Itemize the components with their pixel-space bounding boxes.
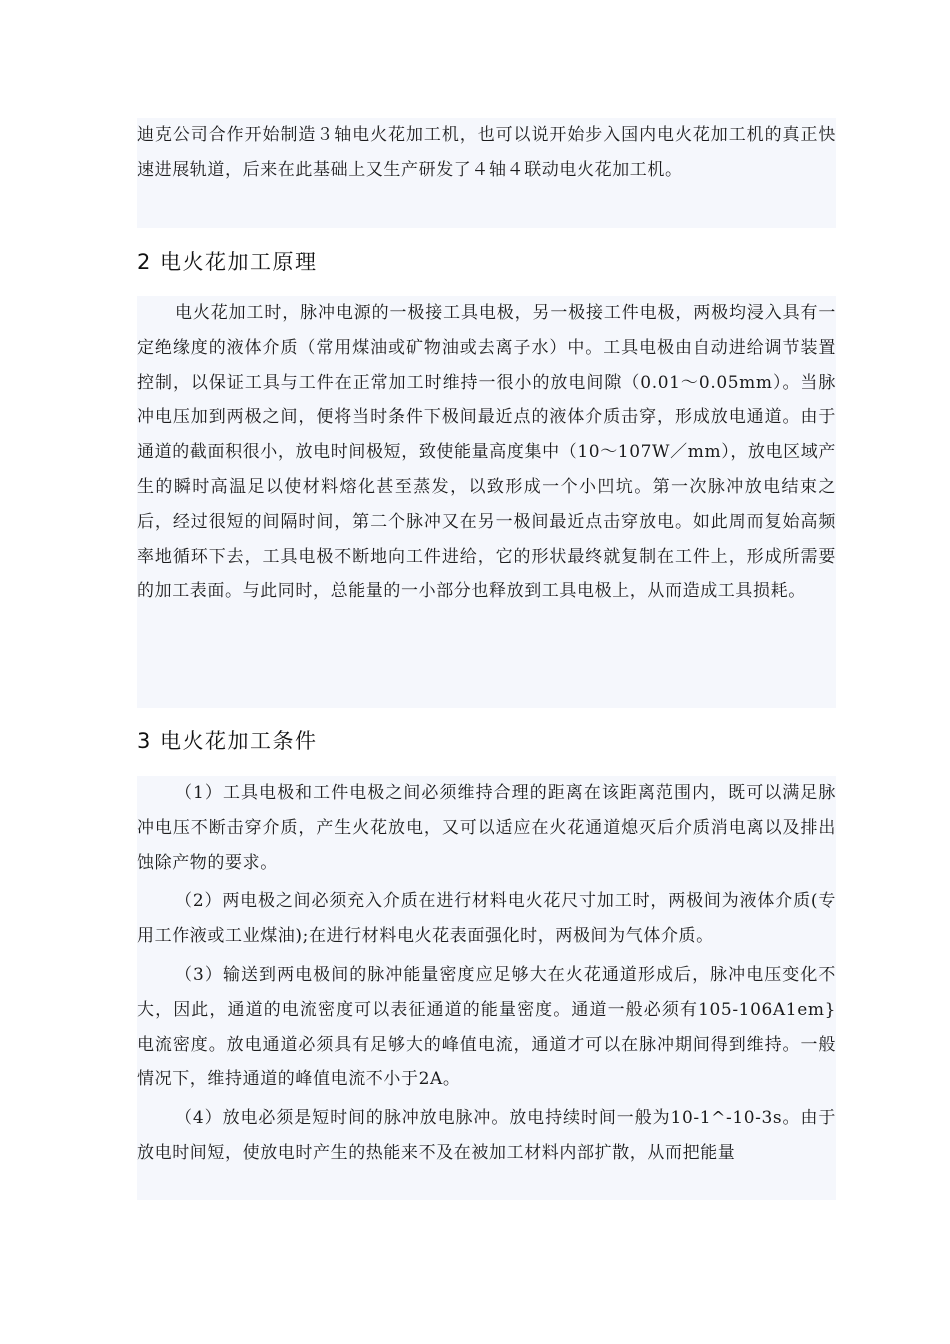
condition-item-2: （2）两电极之间必须充入介质在进行材料电火花尺寸加工时，两极间为液体介质(专用工作液或工业煤油);在进行材料电火花表面强化时，两极间为气体介质。 (137, 891, 836, 947)
section-2-heading: 2 电火花加工原理 (137, 250, 318, 274)
condition-item-4: （4）放电必须是短时间的脉冲放电脉冲。放电持续时间一般为10-1^-10-3s。由于放电时间短，使放电时产生的热能来不及在被加工材料内部扩散，从而把能量 (137, 1108, 836, 1163)
intro-paragraph: 迪克公司合作开始制造３轴电火花加工机，也可以说开始步入国内电火花加工机的真正快速进展轨道，后来在此基础上又生产研发了４轴４联动电火花加工机。 (137, 125, 836, 180)
principle-paragraph: 电火花加工时，脉冲电源的一极接工具电极，另一极接工件电极，两极均浸入具有一定绝缘度的液体介质（常用煤油或矿物油或去离子水）中。工具电极由自动进给调节装置控制，以保证工具与工件在正常加工时维持一很小的放电间隙（0.01～0.05mm）。当脉冲电压加到两极之间，便将当时条件下极间最近点的液体介质击穿，形成放电通道。由于通道的截面积很小，放电时间极短，致使能量高度集中（10～107W／mm），放电区域产生的瞬时高温足以使材料熔化甚至蒸发，以致形成一个小凹坑。第一次脉冲放电结束之后，经过很短的间隔时间，第二个脉冲又在另一极间最近点击穿放电。如此周而复始高频率地循环下去，工具电极不断地向工件进给，它的形状最终就复制在工件上，形成所需要的加工表面。与此同时，总能量的一小部分也释放到工具电极上，从而造成工具损耗。 (137, 303, 836, 602)
conditions-block (137, 776, 836, 1200)
section-3-heading: 3 电火花加工条件 (137, 729, 318, 753)
principle-block (137, 296, 836, 708)
intro-block (137, 118, 836, 228)
condition-item-1: （1）工具电极和工件电极之间必须维持合理的距离在该距离范围内，既可以满足脉冲电压不断击穿介质，产生火花放电，又可以适应在火花通道熄灭后介质消电离以及排出蚀除产物的要求。 (137, 783, 836, 873)
condition-item-3: （3）输送到两电极间的脉冲能量密度应足够大在火花通道形成后，脉冲电压变化不大，因此，通道的电流密度可以表征通道的能量密度。通道一般必须有105-106A1em}电流密度。放电通道必须具有足够大的峰值电流，通道才可以在脉冲期间得到维持。一般情况下，维持通道的峰值电流不小于2A。 (137, 964, 836, 1090)
